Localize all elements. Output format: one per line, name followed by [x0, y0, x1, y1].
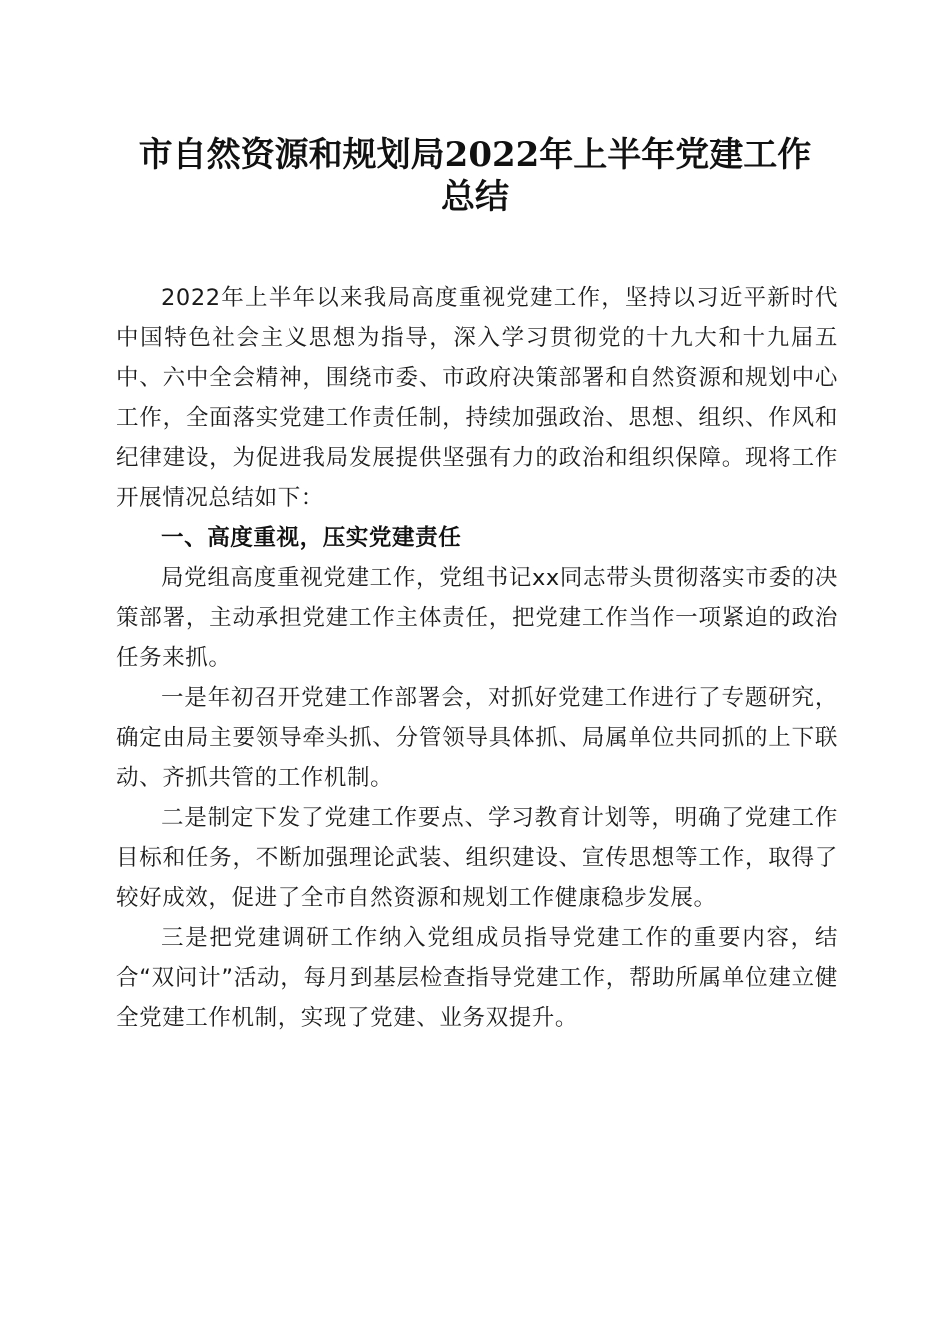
item-paragraph-2: 二是制定下发了党建工作要点、学习教育计划等，明确了党建工作目标和任务，不断加强理论武装、组织建设、宣传思想等工作，取得了较好成效，促进了全市自然资源和规划工作健康稳步发展。 [116, 805, 838, 911]
title-line-2: 总结 [441, 177, 509, 217]
section-heading-1: 一、高度重视，压实党建责任 [161, 525, 462, 551]
item-paragraph-3: 三是把党建调研工作纳入党组成员指导党建工作的重要内容，结合“双问计”活动，每月到基层检查指导党建工作，帮助所属单位建立健全党建工作机制，实现了党建、业务双提升。 [116, 925, 838, 1031]
document-body [116, 278, 838, 1038]
intro-paragraph: 2022年上半年以来我局高度重视党建工作，坚持以习近平新时代中国特色社会主义思想为指导，深入学习贯彻党的十九大和十九届五中、六中全会精神，围绕市委、市政府决策部署和自然资源和规划中心工作，全面落实党建工作责任制，持续加强政治、思想、组织、作风和纪律建设，为促进我局发展提供坚强有力的政治和组织保障。现将工作开展情况总结如下： [116, 285, 838, 511]
section-1-intro-paragraph: 局党组高度重视党建工作，党组书记xx同志带头贯彻落实市委的决策部署，主动承担党建工作主体责任，把党建工作当作一项紧迫的政治任务来抓。 [116, 565, 838, 671]
document-title [110, 134, 840, 218]
title-line-1: 市自然资源和规划局2022年上半年党建工作 [138, 135, 812, 175]
item-paragraph-1: 一是年初召开党建工作部署会，对抓好党建工作进行了专题研究，确定由局主要领导牵头抓、分管领导具体抓、局属单位共同抓的上下联动、齐抓共管的工作机制。 [116, 685, 838, 791]
